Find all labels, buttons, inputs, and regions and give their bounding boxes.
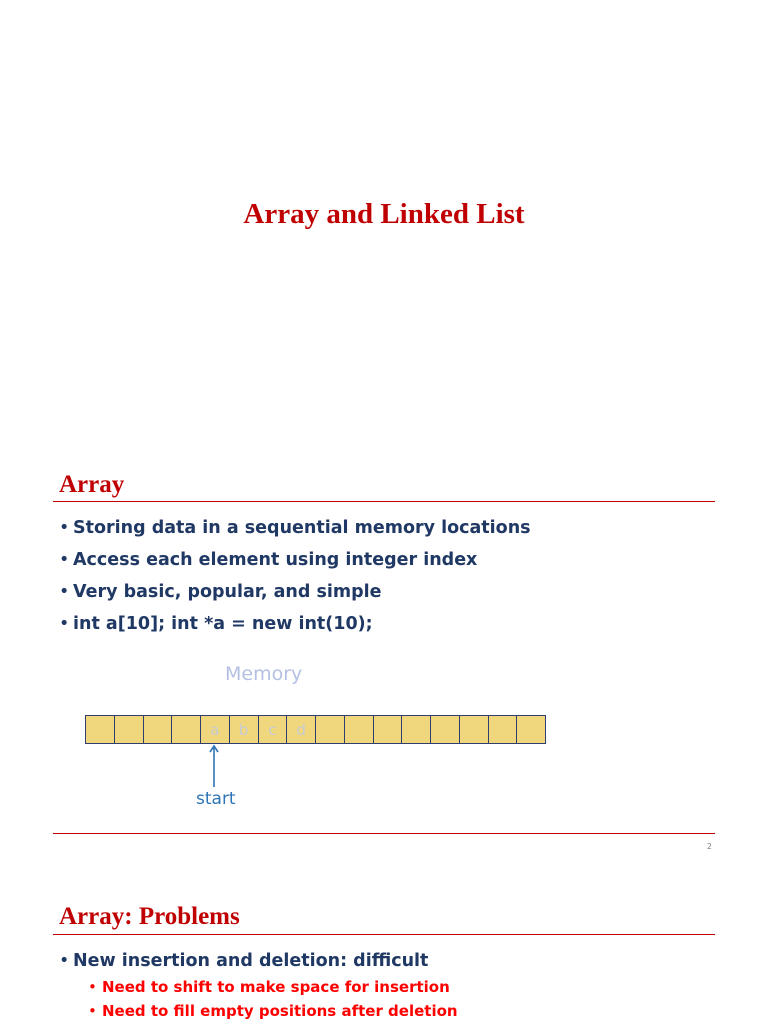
bullet-item: • Very basic, popular, and simple [59,576,531,608]
bullet-item: • Access each element using integer index [59,544,531,576]
memory-cell [430,715,460,744]
memory-cell: b [229,715,259,744]
sub-bullet-item: • Need to shift to make space for insertion [88,975,458,999]
memory-array [85,715,545,743]
memory-label: Memory [225,663,303,685]
memory-cell [171,715,201,744]
slide-title: Array and Linked List [243,198,525,230]
problems-heading: Array: Problems [59,903,240,930]
slide-bottom-divider [53,833,715,834]
memory-cell [143,715,173,744]
bullet-item: • Storing data in a sequential memory locations [59,512,531,544]
memory-cell: a [200,715,230,744]
start-label: start [196,789,236,809]
page-number: 2 [706,842,712,851]
memory-cell [488,715,518,744]
memory-cell [373,715,403,744]
sub-bullet-item: • Need to fill empty positions after deletion [88,999,458,1023]
memory-cell [85,715,115,744]
heading-divider [53,934,715,935]
memory-cell: c [258,715,288,744]
heading-divider [53,501,715,502]
memory-cell [315,715,345,744]
array-bullet-list [59,512,531,640]
memory-cell [401,715,431,744]
memory-cell [344,715,374,744]
array-heading: Array [59,471,125,498]
bullet-item: • int a[10]; int *a = new int(10); [59,608,531,640]
problems-sub-bullet-list [88,975,458,1023]
memory-cell [114,715,144,744]
bullet-item: • New insertion and deletion: difficult [59,945,428,977]
start-pointer-arrow-icon [204,744,224,788]
memory-cell [459,715,489,744]
memory-cell: d [286,715,316,744]
problems-bullet-list [59,945,428,977]
memory-cell [516,715,546,744]
